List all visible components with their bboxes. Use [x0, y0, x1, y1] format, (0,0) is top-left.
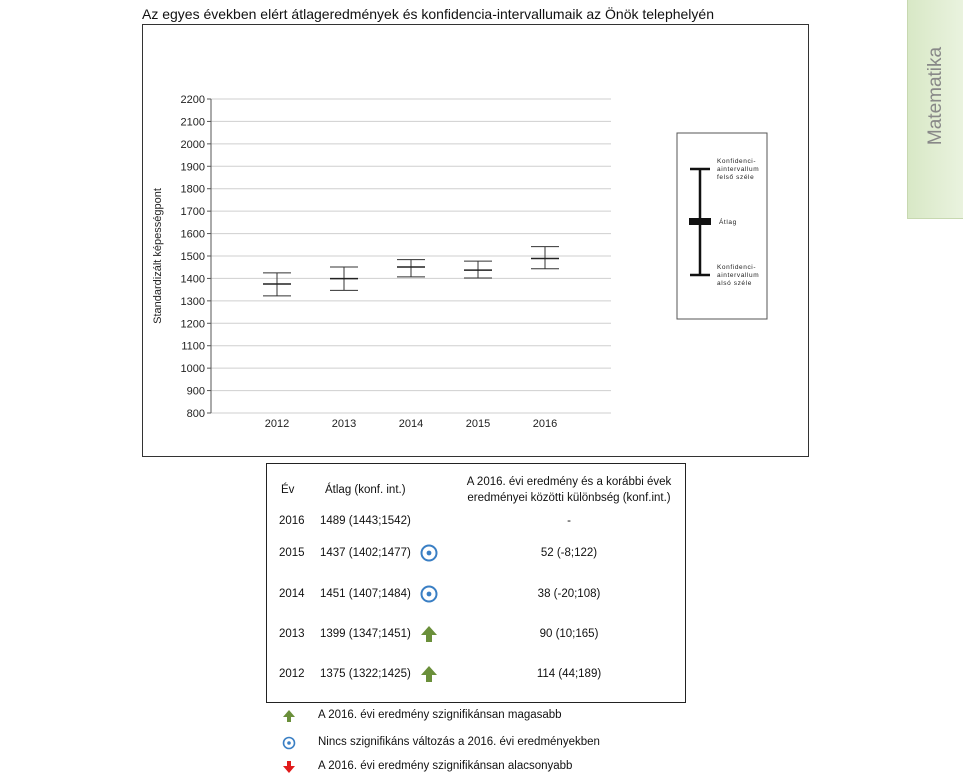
legend-lower-label: Konfidenci-aintervallum alsó széle: [717, 264, 760, 287]
table-cell-year: 2013: [279, 628, 305, 640]
arrow-down-icon: [282, 760, 296, 774]
table-cell-year: 2014: [279, 588, 305, 600]
y-tick-label: 1800: [180, 183, 205, 196]
legend-mean-marker: [689, 218, 711, 225]
arrow-up-icon: [420, 625, 438, 643]
errorbar-2012: [263, 273, 291, 296]
errorbar-chart: [143, 25, 808, 456]
y-tick-label: 900: [186, 385, 205, 398]
y-tick-label: 2200: [180, 94, 205, 106]
y-tick-label: 1300: [180, 295, 205, 308]
table-cell-mean: 1489 (1443;1542): [320, 515, 411, 527]
table-cell-diff: -: [567, 515, 571, 527]
y-tick-label: 1600: [180, 228, 205, 241]
legend-mean-label: Átlag: [719, 219, 737, 226]
y-tick-label: 1000: [180, 363, 205, 376]
errorbar-2015: [464, 261, 492, 278]
table-cell-mean: 1451 (1407;1484): [320, 588, 411, 600]
results-table: [266, 463, 686, 703]
table-cell-diff: 114 (44;189): [536, 668, 602, 680]
page-title: Az egyes években elért átlageredmények és konfidencia-intervallumaik az Önök telephelyén: [142, 6, 714, 22]
table-cell-diff: 38 (-20;108): [537, 588, 601, 600]
table-cell-diff: 90 (10;165): [539, 628, 599, 640]
x-tick-label: 2014: [398, 418, 424, 430]
header-mean: Átlag (konf. int.): [325, 484, 406, 496]
table-cell-mean: 1399 (1347;1451): [320, 628, 411, 640]
y-tick-label: 1400: [180, 273, 205, 286]
subject-tab[interactable]: [907, 0, 963, 219]
table-cell-year: 2015: [279, 547, 305, 559]
table-cell-mean: 1375 (1322;1425): [320, 668, 411, 680]
x-tick-label: 2016: [532, 418, 558, 430]
table-cell-year: 2012: [279, 668, 305, 680]
y-tick-label: 1700: [180, 206, 205, 219]
legend-upper-label: Konfidenci-aintervallum felső széle: [717, 158, 760, 181]
arrow-up-icon: [420, 665, 438, 683]
legend-up-label: A 2016. évi eredmény szignifikánsan magasabb: [318, 709, 562, 721]
table-cell-year: 2016: [279, 515, 305, 527]
errorbar-2014: [397, 260, 425, 277]
header-diff: A 2016. évi eredmény és a korábbi évek eredményei közötti különbség (konf.int.): [466, 476, 672, 504]
table-cell-mean: 1437 (1402;1477): [320, 547, 411, 559]
legend-down-label: A 2016. évi eredmény szignifikánsan alacsonyabb: [318, 760, 573, 772]
chart-frame: [142, 24, 809, 457]
y-tick-label: 2100: [180, 116, 205, 129]
y-tick-label: 800: [186, 408, 205, 420]
y-tick-label: 1100: [181, 340, 205, 353]
errorbar-2016: [531, 247, 559, 269]
y-tick-label: 1900: [180, 161, 205, 174]
y-tick-label: 1500: [180, 251, 205, 263]
errorbar-2013: [330, 267, 358, 290]
y-tick-label: 1200: [180, 318, 205, 331]
arrow-up-icon: [282, 709, 296, 723]
circle-dot-icon: [282, 736, 296, 750]
y-tick-label: 2000: [180, 138, 205, 151]
subject-tab-label: Matematika: [925, 46, 946, 146]
x-tick-label: 2015: [465, 418, 491, 430]
x-tick-label: 2013: [331, 418, 357, 430]
circle-dot-icon: [420, 585, 438, 603]
circle-dot-icon: [420, 544, 438, 562]
legend-same-label: Nincs szignifikáns változás a 2016. évi eredményekben: [318, 736, 600, 748]
y-axis-label: Standardizált képességpont: [152, 188, 164, 324]
table-cell-diff: 52 (-8;122): [540, 547, 598, 559]
header-year: Év: [281, 484, 295, 496]
x-tick-label: 2012: [264, 418, 290, 430]
